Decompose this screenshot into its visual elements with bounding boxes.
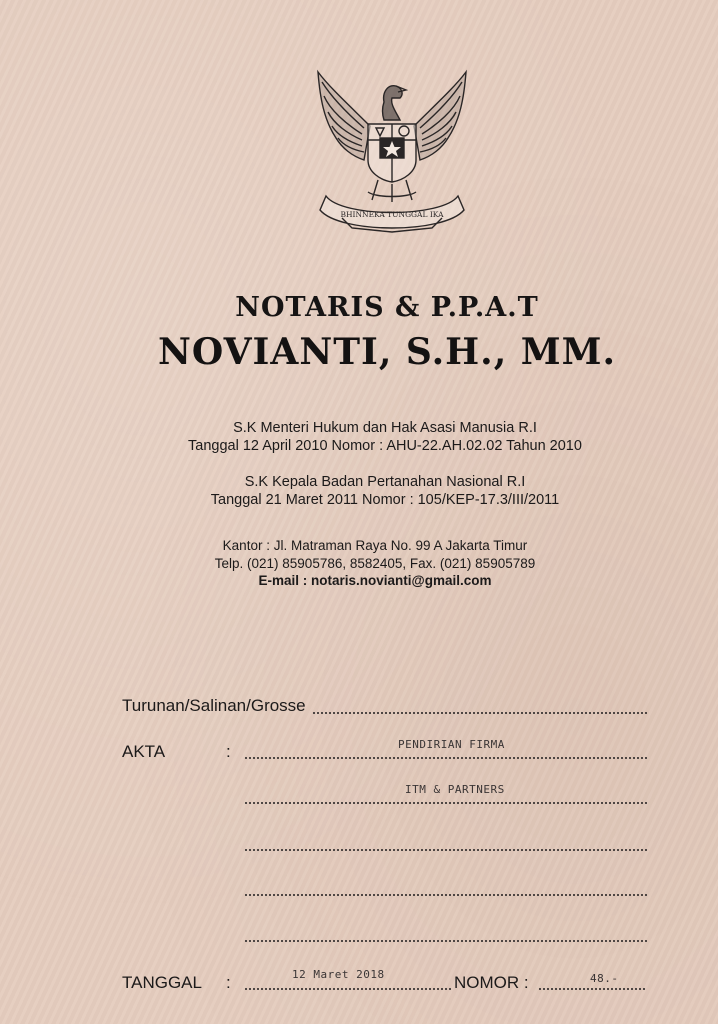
notary-title: NOTARIS & P.P.A.T bbox=[235, 292, 539, 323]
decree-line-1: S.K Menteri Hukum dan Hak Asasi Manusia R.I bbox=[233, 420, 537, 436]
office-email: E-mail : notaris.novianti@gmail.com bbox=[258, 573, 492, 588]
turunan-dotted-line bbox=[312, 712, 648, 714]
akta-colon: : bbox=[226, 742, 231, 761]
akta-value-line-1: PENDIRIAN FIRMA bbox=[398, 738, 505, 751]
nomor-dotted-line bbox=[538, 988, 646, 990]
tanggal-label: TANGGAL bbox=[122, 973, 202, 992]
office-address: Kantor : Jl. Matraman Raya No. 99 A Jakarta Timur bbox=[222, 538, 528, 553]
akta-dotted-line-4 bbox=[244, 894, 648, 896]
decree-line-4: Tanggal 21 Maret 2011 Nomor : 105/KEP-17.3/III/2011 bbox=[210, 492, 560, 508]
nomor-label: NOMOR : bbox=[454, 973, 529, 992]
tanggal-dotted-line bbox=[244, 988, 452, 990]
akta-dotted-line-5 bbox=[244, 940, 648, 942]
akta-dotted-line-1 bbox=[244, 757, 648, 759]
emblem-motto: BHINNEKA TUNGGAL IKA bbox=[340, 210, 444, 219]
tanggal-value: 12 Maret 2018 bbox=[292, 968, 385, 981]
office-phone: Telp. (021) 85905786, 8582405, Fax. (021) 85905789 bbox=[214, 556, 536, 571]
decree-line-3: S.K Kepala Badan Pertanahan Nasional R.I bbox=[244, 474, 526, 490]
decree-line-2: Tanggal 12 April 2010 Nomor : AHU-22.AH.02.02 Tahun 2010 bbox=[188, 438, 582, 454]
akta-value-line-2: ITM & PARTNERS bbox=[405, 783, 505, 796]
akta-label: AKTA bbox=[122, 742, 166, 761]
nomor-value: 48.- bbox=[590, 972, 619, 985]
turunan-label: Turunan/Salinan/Grosse bbox=[122, 696, 306, 715]
notary-name: NOVIANTI, S.H., MM. bbox=[157, 331, 617, 373]
tanggal-colon: : bbox=[226, 973, 231, 992]
garuda-emblem bbox=[312, 68, 472, 234]
akta-dotted-line-3 bbox=[244, 849, 648, 851]
akta-dotted-line-2 bbox=[244, 802, 648, 804]
